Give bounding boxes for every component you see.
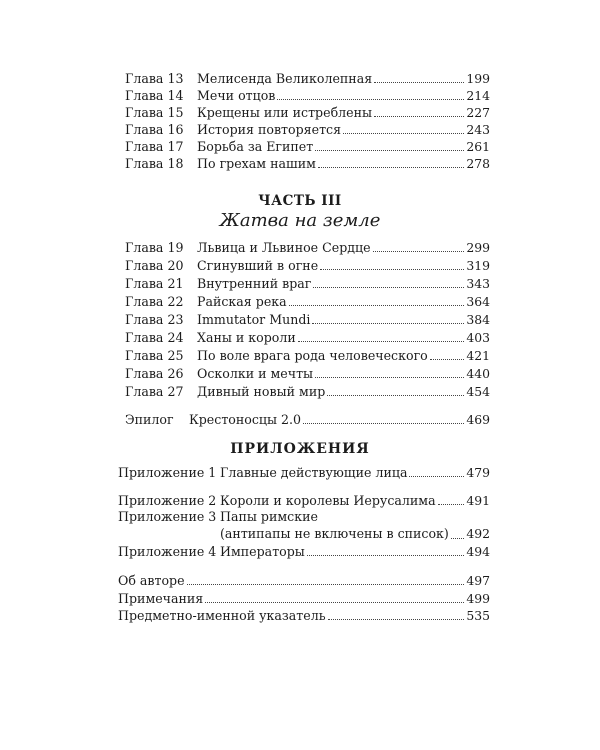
dot-leader [318, 167, 464, 168]
dot-leader [289, 305, 465, 306]
chapter-title: История повторяется [197, 122, 342, 137]
page-number: 494 [466, 544, 490, 559]
page-number: 343 [466, 276, 490, 291]
dot-leader [303, 423, 464, 424]
page-number: 440 [466, 366, 490, 381]
page-number: 364 [466, 294, 490, 309]
epilogue-label: Эпилог [125, 412, 174, 427]
page-number: 384 [466, 312, 490, 327]
page-number: 497 [466, 573, 490, 588]
toc-entry-index[interactable] [118, 603, 490, 623]
page-number: 454 [466, 384, 490, 399]
appendix-number: Приложение 2 [118, 493, 217, 508]
toc-entry-chapter-27[interactable] [125, 379, 490, 399]
page-number: 278 [466, 156, 490, 171]
page-number: 299 [466, 240, 490, 255]
chapter-title: По воле врага рода человеческого [197, 348, 428, 363]
part-label: ЧАСТЬ III [258, 193, 342, 209]
dot-leader [298, 341, 465, 342]
dot-leader [312, 323, 464, 324]
chapter-title: Борьба за Египет [197, 139, 314, 154]
chapter-title: Осколки и мечты [197, 366, 314, 381]
page-number: 403 [466, 330, 490, 345]
page-number: 319 [466, 258, 490, 273]
page-number: 199 [466, 71, 490, 86]
toc-entry-appendix-4[interactable] [118, 539, 490, 559]
page-number: 243 [466, 122, 490, 137]
toc-entry-about-author[interactable] [118, 568, 490, 588]
toc-entry-chapter-20[interactable] [125, 253, 490, 273]
chapter-number: Глава 22 [125, 294, 184, 309]
toc-entry-chapter-22[interactable] [125, 289, 490, 309]
appendix-title: Главные действующие лица [220, 465, 408, 480]
chapter-title: Сгинувший в огне [197, 258, 319, 273]
chapter-title: Мелисенда Великолепная [197, 71, 373, 86]
dot-leader [320, 269, 464, 270]
dot-leader [409, 476, 464, 477]
chapter-number: Глава 17 [125, 139, 184, 154]
toc-entry-chapter-24[interactable] [125, 325, 490, 345]
chapter-title: Immutator Mundi [197, 312, 311, 327]
dot-leader [307, 555, 465, 556]
entry-title: Примечания [118, 591, 204, 606]
page-number: 535 [466, 608, 490, 623]
appendix-title-line1: Папы римские [220, 509, 318, 524]
page-number: 491 [466, 493, 490, 508]
entry-title: Предметно-именной указатель [118, 608, 326, 623]
dot-leader [430, 359, 465, 360]
dot-leader [315, 377, 464, 378]
chapter-number: Глава 15 [125, 105, 184, 120]
chapter-title: Львица и Львиное Сердце [197, 240, 371, 255]
chapter-number: Глава 21 [125, 276, 184, 291]
chapter-number: Глава 27 [125, 384, 184, 399]
chapter-number: Глава 26 [125, 366, 184, 381]
appendix-title: Короли и королевы Иерусалима [220, 493, 436, 508]
chapter-number: Глава 20 [125, 258, 184, 273]
chapter-number: Глава 19 [125, 240, 184, 255]
chapter-number: Глава 13 [125, 71, 184, 86]
part-title: Жатва на земле [219, 210, 381, 231]
chapter-number: Глава 14 [125, 88, 184, 103]
appendices-heading: ПРИЛОЖЕНИЯ [230, 441, 370, 457]
toc-entry-chapter-18[interactable] [125, 151, 490, 171]
page-number: 492 [466, 526, 490, 541]
epilogue-title: Крестоносцы 2.0 [189, 412, 302, 427]
toc-entry-appendix-1[interactable] [118, 460, 490, 480]
dot-leader [313, 287, 464, 288]
chapter-title: Дивный новый мир [197, 384, 326, 399]
appendix-title: Императоры [220, 544, 305, 559]
chapter-title: Мечи отцов [197, 88, 276, 103]
page-number: 214 [466, 88, 490, 103]
page-number: 261 [466, 139, 490, 154]
chapter-title: Ханы и короли [197, 330, 296, 345]
dot-leader [438, 504, 465, 505]
chapter-number: Глава 16 [125, 122, 184, 137]
toc-entry-chapter-21[interactable] [125, 271, 490, 291]
appendix-number: Приложение 4 [118, 544, 217, 559]
page-number: 227 [466, 105, 490, 120]
toc-entry-appendix-2[interactable] [118, 488, 490, 508]
appendix-number: Приложение 1 [118, 465, 217, 480]
toc-entry-chapter-23[interactable] [125, 307, 490, 327]
dot-leader [327, 395, 464, 396]
page-number: 479 [466, 465, 490, 480]
dot-leader [373, 251, 465, 252]
toc-entry-appendix-3[interactable] [118, 508, 490, 542]
toc-entry-epilogue[interactable] [125, 407, 490, 427]
chapter-title: Внутренний враг [197, 276, 312, 291]
entry-title: Об авторе [118, 573, 185, 588]
chapter-number: Глава 25 [125, 348, 184, 363]
toc-entry-chapter-19[interactable] [125, 235, 490, 255]
appendix-number: Приложение 3 [118, 509, 217, 524]
chapter-number: Глава 18 [125, 156, 184, 171]
page-number: 469 [466, 412, 490, 427]
page-number: 499 [466, 591, 490, 606]
chapter-title: По грехам нашим [197, 156, 316, 171]
appendix-title-line2: (антипапы не включены в список) [220, 526, 449, 541]
dot-leader [328, 619, 465, 620]
chapter-number: Глава 24 [125, 330, 184, 345]
page-number: 421 [466, 348, 490, 363]
toc-entry-chapter-25[interactable] [125, 343, 490, 363]
chapter-number: Глава 23 [125, 312, 184, 327]
chapter-title: Крещены или истреблены [197, 105, 373, 120]
chapter-title: Райская река [197, 294, 287, 309]
dot-leader [187, 584, 465, 585]
toc-entry-chapter-26[interactable] [125, 361, 490, 381]
